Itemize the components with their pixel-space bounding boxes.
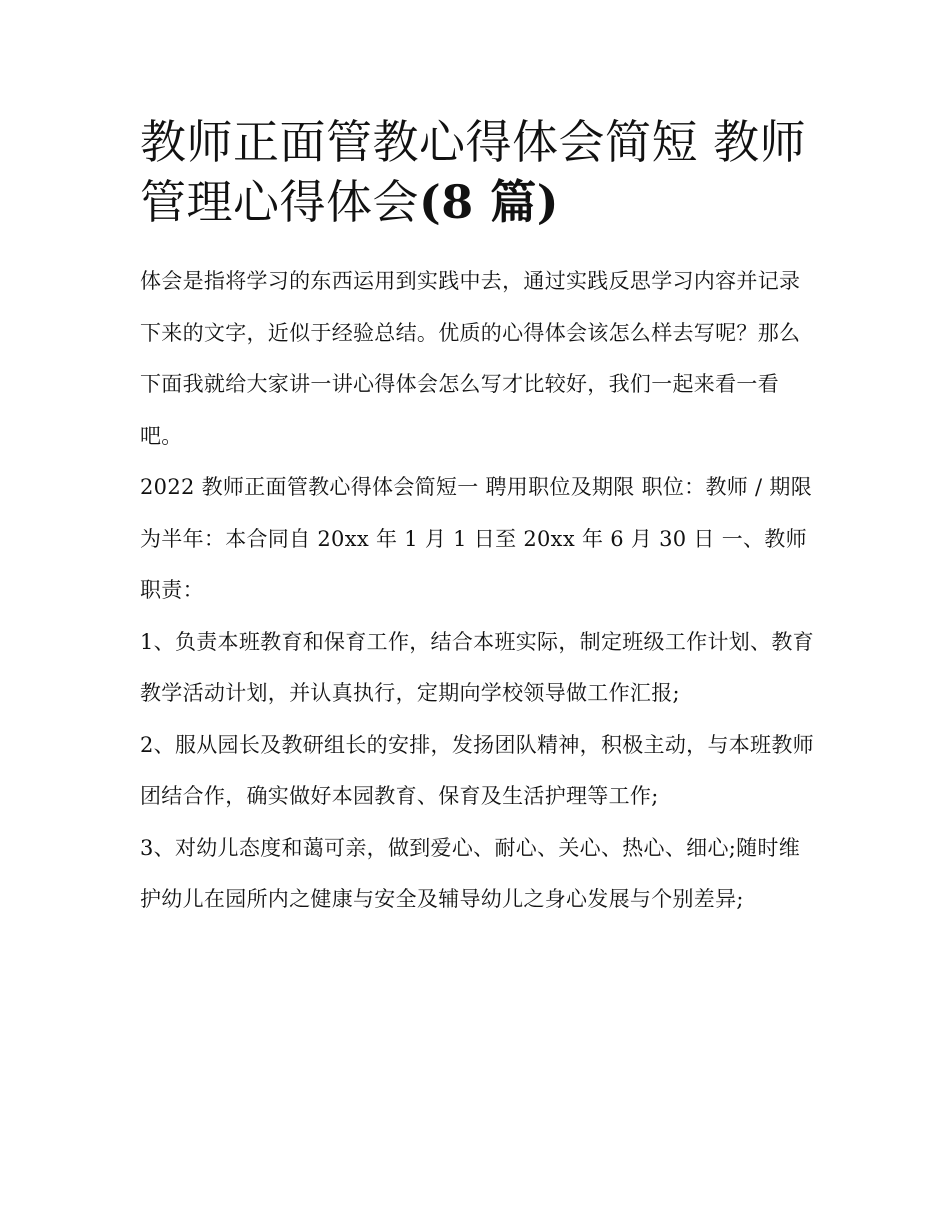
document-title: [140, 112, 820, 232]
paragraph-intro: 体会是指将学习的东西运用到实践中去，通过实践反思学习内容并记录下来的文字，近似于经验总结。优质的心得体会该怎么样去写呢？那么下面我就给大家讲一讲心得体会怎么写才比较好，我们一起来看一看吧。: [140, 269, 801, 448]
title-text: 教师正面管教心得体会简短 教师管理心得体会: [140, 115, 807, 229]
paragraph-duty-2: 2、服从园长及教研组长的安排，发扬团队精神，积极主动，与本班教师团结合作，确实做好本园教育、保育及生活护理等工作;: [140, 732, 814, 808]
title-count: (8 篇): [419, 175, 560, 229]
paragraph-duty-1: 1、负责本班教育和保育工作，结合本班实际，制定班级工作计划、教育教学活动计划，并认真执行，定期向学校领导做工作汇报;: [140, 629, 814, 705]
paragraph-contract: 2022 教师正面管教心得体会简短一 聘用职位及期限 职位：教师 / 期限为半年：本合同自 20xx 年 1 月 1 日至 20xx 年 6 月 30 日 一、教师职责：: [140, 475, 812, 602]
paragraph-duty-3: 3、对幼儿态度和蔼可亲，做到爱心、耐心、关心、热心、细心;随时维护幼儿在园所内之健康与安全及辅导幼儿之身心发展与个别差异;: [140, 835, 801, 911]
